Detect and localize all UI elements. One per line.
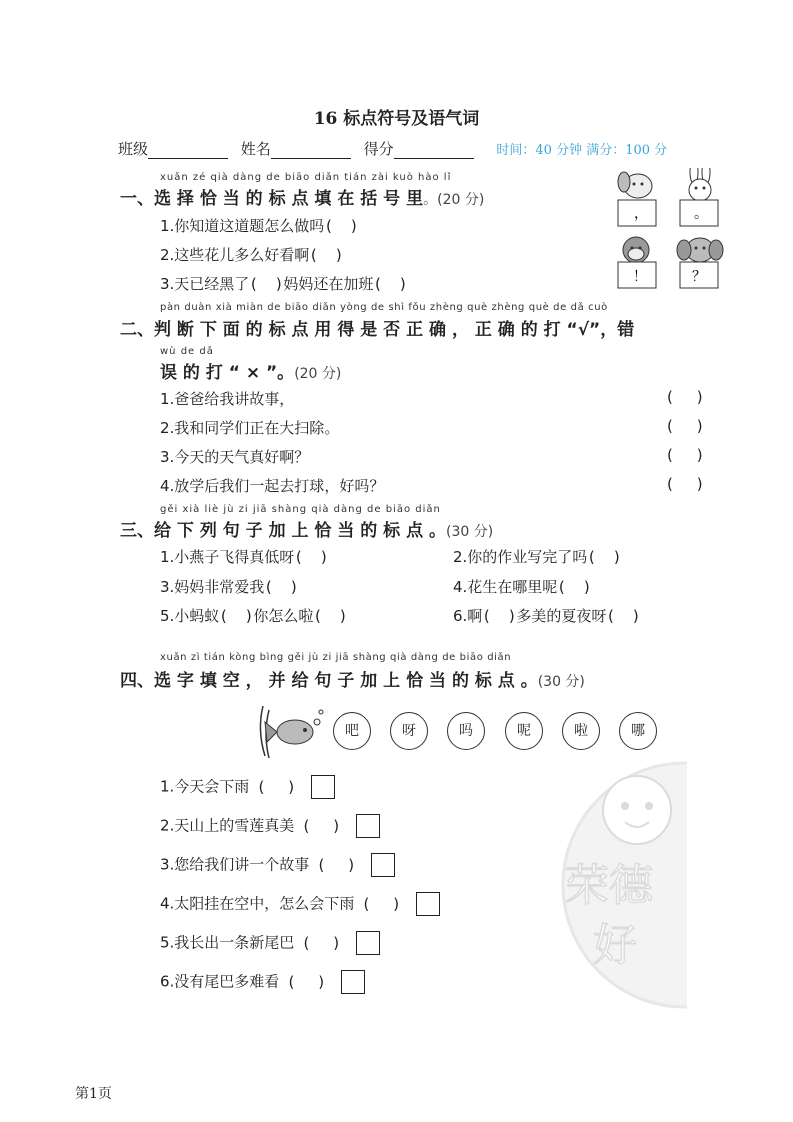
answer-blank[interactable]: ( ) xyxy=(363,894,400,913)
score-field[interactable] xyxy=(394,143,474,159)
s3-item-5-text: 5.小蚂蚁 xyxy=(160,607,220,625)
s2-pinyin-1: pàn duàn xià miàn de biāo diǎn yòng de shì fǒu zhèng què zhèng què de dǎ cuò xyxy=(160,302,608,313)
class-label: 班级 xyxy=(118,140,149,158)
s3-item-6 xyxy=(453,605,640,626)
s3-item-2 xyxy=(453,546,621,567)
answer-blank[interactable]: ( ) xyxy=(667,475,703,493)
s4-item-6 xyxy=(160,970,365,994)
s1-item-2-text: 2.这些花儿多么好看啊 xyxy=(160,246,310,264)
s3-item-4-text: 4.花生在哪里呢 xyxy=(453,578,558,596)
word-bubble-ma[interactable]: 吗 xyxy=(447,712,485,750)
fish-icon xyxy=(255,700,325,762)
answer-blank[interactable]: ( ) xyxy=(310,246,342,264)
answer-box[interactable] xyxy=(356,931,380,955)
answer-box[interactable] xyxy=(311,775,335,799)
s1-item-1-text: 1.你知道这道题怎么做吗 xyxy=(160,217,325,235)
answer-blank[interactable]: ( ) xyxy=(220,607,252,625)
watermark-text-2: 好 xyxy=(593,920,637,971)
exclamation-mark: ！ xyxy=(633,269,647,285)
s2-item-4: 4.放学后我们一起去打球，好吗？ xyxy=(160,477,385,495)
word-bubble-ba[interactable]: 吧 xyxy=(333,712,371,750)
s2-item-3: 3.今天的天气真好啊？ xyxy=(160,448,310,466)
s1-heading-text: 一、选 择 恰 当 的 标 点 填 在 括 号 里 xyxy=(120,189,424,209)
name-field[interactable] xyxy=(271,143,351,159)
name-label: 姓名 xyxy=(240,140,271,158)
s3-item-1-text: 1.小燕子飞得真低呀 xyxy=(160,548,295,566)
s4-heading xyxy=(120,666,585,691)
s2-heading-2-text: 误 的 打 “ × ”。 xyxy=(160,363,295,383)
question-mark: ？ xyxy=(692,269,706,285)
answer-blank[interactable]: ( ) xyxy=(607,607,639,625)
s2-pinyin-2: wù de dǎ xyxy=(160,346,214,357)
answer-blank[interactable]: ( ) xyxy=(667,388,703,406)
s1-item-3-text: 3.天已经黑了 xyxy=(160,275,250,293)
word-bubble-na[interactable]: 哪 xyxy=(619,712,657,750)
s3-score: (30 分) xyxy=(446,524,494,540)
watermark-text-1: 荣德 xyxy=(565,860,653,911)
answer-blank[interactable]: ( ) xyxy=(667,417,703,435)
s3-item-4 xyxy=(453,576,591,597)
animal-illustration xyxy=(608,168,726,294)
s4-item-5-text: 5.我长出一条新尾巴 xyxy=(160,933,295,952)
s3-heading xyxy=(120,516,493,541)
s4-score: (30 分) xyxy=(537,674,585,690)
s3-heading-text: 三、给 下 列 句 子 加 上 恰 当 的 标 点 。 xyxy=(120,521,447,541)
answer-blank[interactable]: ( ) xyxy=(588,548,620,566)
watermark-logo xyxy=(555,760,687,1010)
answer-blank[interactable]: ( ) xyxy=(558,578,590,596)
word-bubble-la[interactable]: 啦 xyxy=(562,712,600,750)
answer-blank[interactable]: ( ) xyxy=(303,933,340,952)
s3-item-1 xyxy=(160,546,328,567)
s2-heading-2 xyxy=(160,358,341,383)
s1-item-2 xyxy=(160,244,343,265)
class-field[interactable] xyxy=(148,143,228,159)
s4-item-1 xyxy=(160,775,335,799)
page-title: 16 标点符号及语气词 xyxy=(313,109,480,129)
answer-box[interactable] xyxy=(356,814,380,838)
answer-blank[interactable]: ( ) xyxy=(667,446,703,464)
answer-box[interactable] xyxy=(341,970,365,994)
word-bubble-ne[interactable]: 呢 xyxy=(505,712,543,750)
answer-blank[interactable]: ( ) xyxy=(265,578,297,596)
s1-item-3-tail: 妈妈还在加班 xyxy=(283,275,374,293)
period-mark: 。 xyxy=(694,206,708,222)
s2-item-1: 1.爸爸给我讲故事， xyxy=(160,390,295,408)
s4-item-5 xyxy=(160,931,380,955)
s3-item-5 xyxy=(160,605,347,626)
answer-box[interactable] xyxy=(371,853,395,877)
s2-score: (20 分) xyxy=(294,366,342,382)
s4-item-4-text: 4.太阳挂在空中，怎么会下雨 xyxy=(160,894,355,913)
answer-blank[interactable]: ( ) xyxy=(374,275,406,293)
comma-mark: ， xyxy=(634,206,648,222)
s4-item-2 xyxy=(160,814,380,838)
s3-item-3-text: 3.妈妈非常爱我 xyxy=(160,578,265,596)
s2-item-2: 2.我和同学们正在大扫除。 xyxy=(160,419,340,437)
student-info-line xyxy=(118,138,667,159)
s4-item-6-text: 6.没有尾巴多难看 xyxy=(160,972,280,991)
answer-blank[interactable]: ( ) xyxy=(303,816,340,835)
s3-item-5-tail: 你怎么啦 xyxy=(253,607,314,625)
s4-heading-text: 四、选 字 填 空 ， 并 给 句 子 加 上 恰 当 的 标 点 。 xyxy=(120,671,538,691)
answer-blank[interactable]: ( ) xyxy=(483,607,515,625)
s2-heading-1: 二、判 断 下 面 的 标 点 用 得 是 否 正 确 ， 正 确 的 打 “√”，错 xyxy=(120,320,635,340)
word-bubble-ya[interactable]: 呀 xyxy=(390,712,428,750)
time-info: 时间：40 分钟 满分：100 分 xyxy=(496,143,668,158)
s4-item-3-text: 3.您给我们讲一个故事 xyxy=(160,855,310,874)
score-label: 得分 xyxy=(363,140,394,158)
s1-item-1 xyxy=(160,215,358,236)
s1-pinyin: xuǎn zé qià dàng de biāo diǎn tián zài kuò hào lǐ xyxy=(160,172,452,183)
answer-blank[interactable]: ( ) xyxy=(258,777,295,796)
s4-item-1-text: 1.今天会下雨 xyxy=(160,777,250,796)
s4-item-3 xyxy=(160,853,395,877)
s3-item-6-text: 6.啊 xyxy=(453,607,483,625)
answer-box[interactable] xyxy=(416,892,440,916)
s3-item-3 xyxy=(160,576,298,597)
s3-pinyin: gěi xià liè jù zi jiā shàng qià dàng de biāo diǎn xyxy=(160,504,441,515)
answer-blank[interactable]: ( ) xyxy=(250,275,282,293)
answer-blank[interactable]: ( ) xyxy=(325,217,357,235)
s1-score: 。(20 分) xyxy=(423,192,485,208)
s4-pinyin: xuǎn zì tián kòng bìng gěi jù zi jiā shàng qià dàng de biāo diǎn xyxy=(160,652,512,663)
s3-item-6-tail: 多美的夏夜呀 xyxy=(516,607,607,625)
s3-item-2-text: 2.你的作业写完了吗 xyxy=(453,548,588,566)
answer-blank[interactable]: ( ) xyxy=(314,607,346,625)
s4-item-2-text: 2.天山上的雪莲真美 xyxy=(160,816,295,835)
answer-blank[interactable]: ( ) xyxy=(295,548,327,566)
s1-heading xyxy=(120,184,484,209)
s1-item-3 xyxy=(160,273,407,294)
answer-blank[interactable]: ( ) xyxy=(318,855,355,874)
s4-item-4 xyxy=(160,892,440,916)
answer-blank[interactable]: ( ) xyxy=(288,972,325,991)
page-number: 第1页 xyxy=(75,1086,112,1102)
